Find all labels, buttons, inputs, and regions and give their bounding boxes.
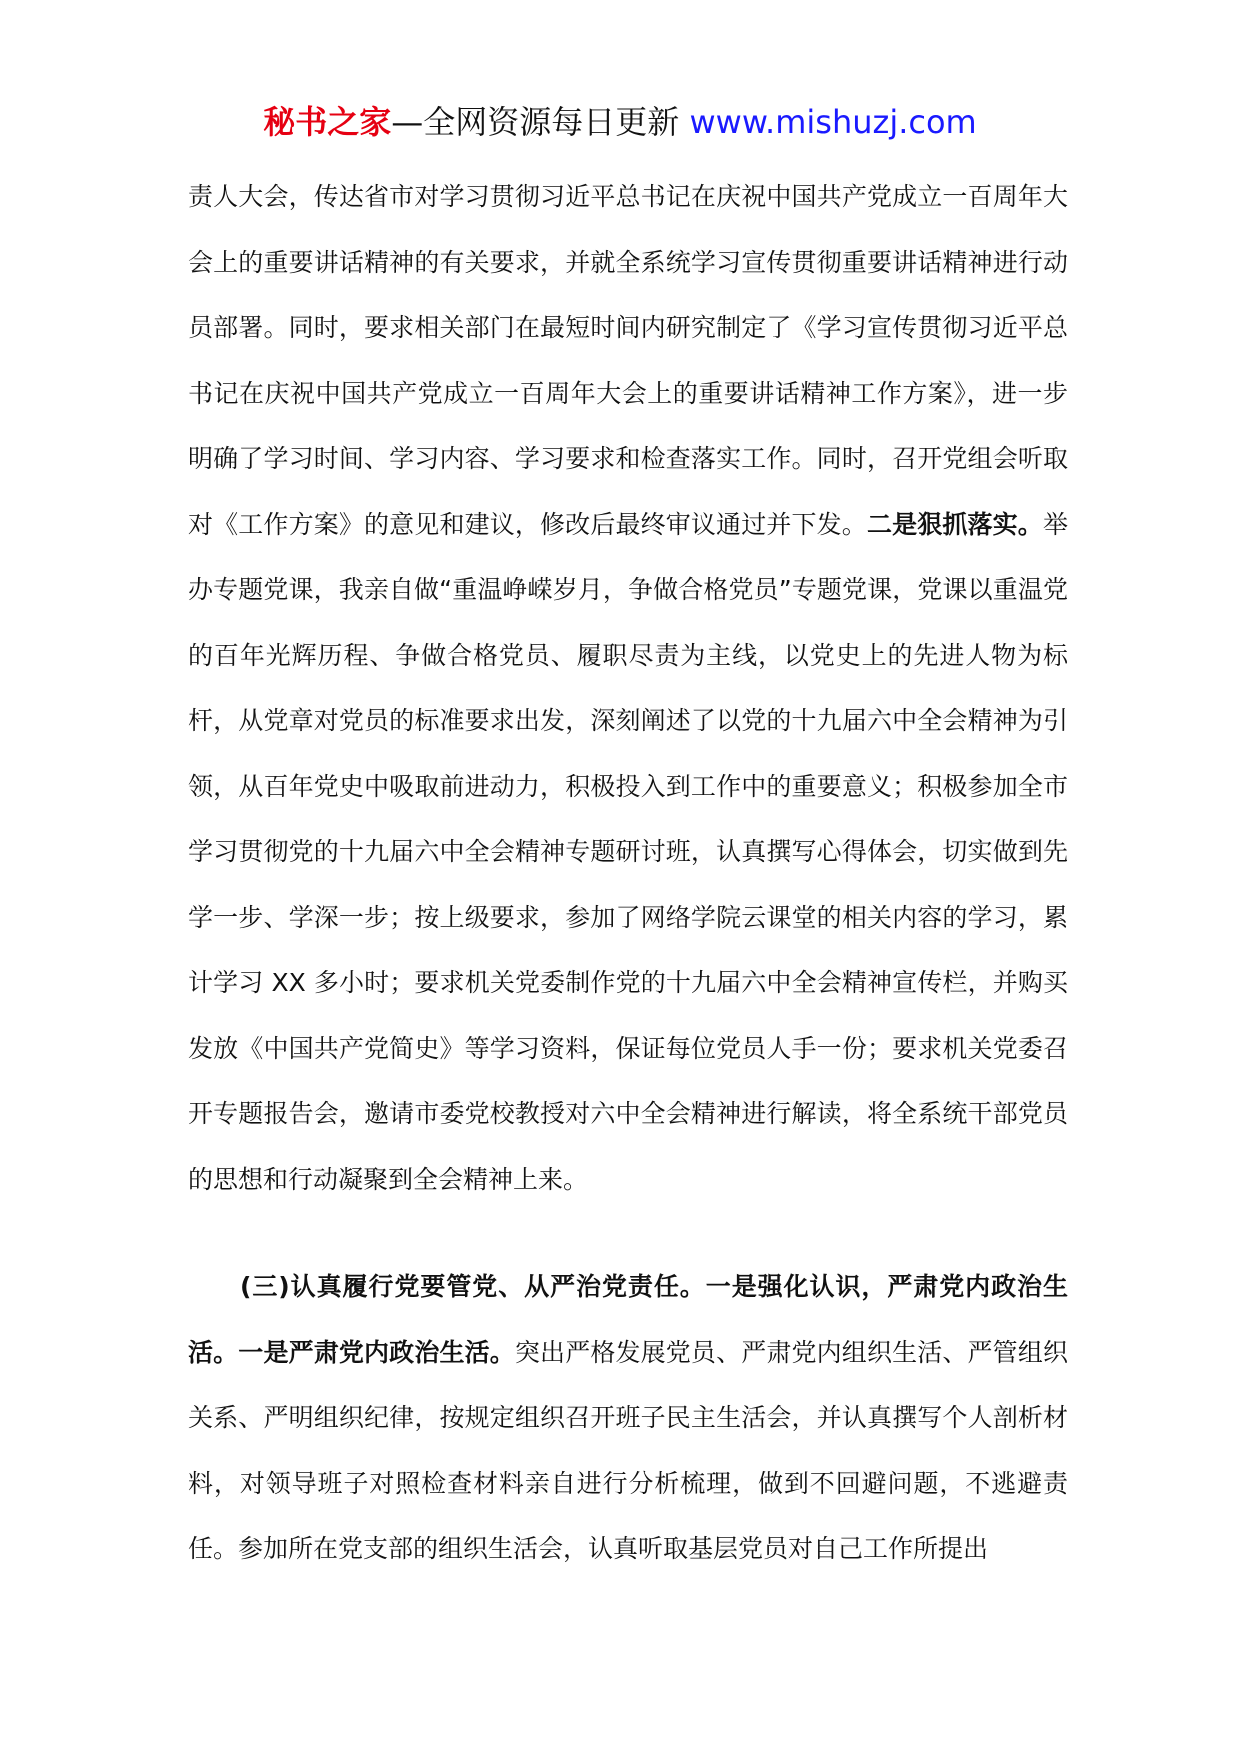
paragraph-1: [188, 164, 1068, 1212]
paragraph-1-bold-heading: 二是狠抓落实。: [866, 509, 1043, 539]
paragraph-2-bold-heading: (三)认真履行党要管党、从严治党责任。一是强化认识，严肃党内政治生活。一是严肃党内政治生活。: [188, 1272, 1068, 1367]
document-body: [188, 164, 1068, 1582]
paragraph-1-text-a: 责人大会，传达省市对学习贯彻习近平总书记在庆祝中国共产党成立一百周年大会上的重要讲话精神的有关要求，并就全系统学习宣传贯彻重要讲话精神进行动员部署。同时，要求相关部门在最短时间内研究制定了《学习宣传贯彻习近平总书记在庆祝中国共产党成立一百周年大会上的重要讲话精神工作方案》，进一步明确了学习时间、学习内容、学习要求和检查落实工作。同时，召开党组会听取对《工作方案》的意见和建议，修改后最终审议通过并下发。: [188, 182, 1068, 539]
paragraph-1-text-b: 举办专题党课，我亲自做“重温峥嵘岁月，争做合格党员”专题党课，党课以重温党的百年光辉历程、争做合格党员、履职尽责为主线，以党史上的先进人物为标杆，从党章对党员的标准要求出发，深刻阐述了以党的十九届六中全会精神为引领，从百年党史中吸取前进动力，积极投入到工作中的重要意义；积极参加全市学习贯彻党的十九届六中全会精神专题研讨班，认真撰写心得体会，切实做到先学一步、学深一步；按上级要求，参加了网络学院云课堂的相关内容的学习，累计学习 XX 多小时；要求机关党委制作党的十九届六中全会精神宣传栏，并购买发放《中国共产党简史》等学习资料，保证每位党员人手一份；要求机关党委召开专题报告会，邀请市委党校教授对六中全会精神进行解读，将全系统干部党员的思想和行动凝聚到全会精神上来。: [188, 509, 1068, 1194]
site-url-link[interactable]: www.mishuzj.com: [689, 103, 977, 141]
header-slogan: —全网资源每日更新: [391, 103, 690, 141]
site-brand: 秘书之家: [263, 103, 392, 141]
site-header: [0, 100, 1240, 144]
paragraph-2: [188, 1254, 1068, 1582]
paragraph-spacer: [188, 1212, 1068, 1254]
paragraph-2-text: 突出严格发展党员、严肃党内组织生活、严管组织关系、严明组织纪律，按规定组织召开班子民主生活会，并认真撰写个人剖析材料，对领导班子对照检查材料亲自进行分析梳理，做到不回避问题，不逃避责任。参加所在党支部的组织生活会，认真听取基层党员对自己工作所提出: [188, 1337, 1068, 1563]
